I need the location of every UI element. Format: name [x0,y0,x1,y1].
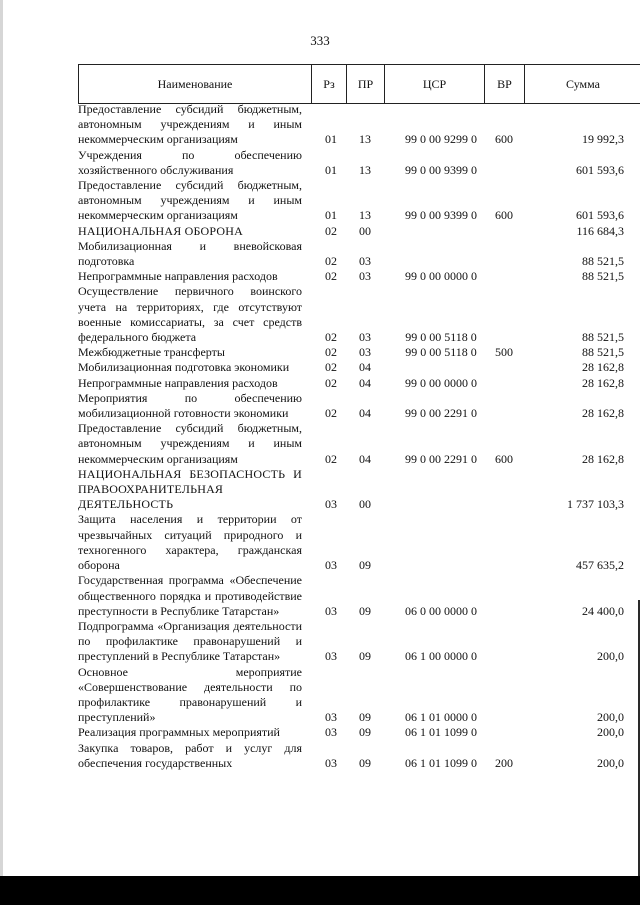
table-row [78,269,640,284]
header-rz: Рз [312,65,347,103]
row-sum: 88 521,5 [582,330,624,345]
row-rz: 01 [325,208,337,223]
row-pr: 13 [359,132,371,147]
row-sum: 28 162,8 [582,406,624,421]
row-name: Закупка товаров, работ и услуг для обеспечения государственных [78,740,302,770]
row-vr: 600 [495,208,513,223]
row-pr: 09 [359,755,371,770]
row-rz: 02 [325,360,337,375]
row-pr: 09 [359,725,371,740]
row-sum: 200,0 [597,725,624,740]
row-rz: 02 [325,375,337,390]
table-row [78,345,640,360]
row-sum: 28 162,8 [582,360,624,375]
table-row [78,421,640,467]
table-header [78,64,640,104]
row-pr: 13 [359,208,371,223]
row-csr: 06 1 01 0000 0 [405,710,477,725]
row-vr: 200 [495,755,513,770]
row-name: НАЦИОНАЛЬНАЯ БЕЗОПАСНОСТЬ И ПРАВООХРАНИТЕЛЬНАЯ ДЕЯТЕЛЬНОСТЬ [78,466,302,512]
row-sum: 88 521,5 [582,254,624,269]
page-number: 333 [310,33,330,48]
header-pr: ПР [347,65,385,103]
row-rz: 03 [325,558,337,573]
row-name: НАЦИОНАЛЬНАЯ ОБОРОНА [78,223,243,238]
scan-bottom-band [0,876,640,905]
row-pr: 00 [359,497,371,512]
row-name: Непрограммные направления расходов [78,269,278,284]
row-pr: 03 [359,269,371,284]
row-rz: 03 [325,725,337,740]
row-sum: 200,0 [597,755,624,770]
row-name: Подпрограмма «Организация деятельности по профилактике правонарушений и преступлений в Республике Татарстан» [78,618,302,664]
table-row [78,148,640,178]
table-row [78,573,640,619]
table-row [78,467,640,513]
row-sum: 601 593,6 [576,162,624,177]
row-name: Непрограммные направления расходов [78,375,278,390]
row-pr: 03 [359,345,371,360]
row-rz: 03 [325,755,337,770]
row-csr: 06 1 00 0000 0 [405,649,477,664]
row-name: Осуществление первичного воинского учета на территориях, где отсутствуют военные комиссариаты, за счет средств федерального бюджета [78,284,302,345]
row-pr: 00 [359,223,371,238]
row-pr: 09 [359,558,371,573]
row-pr: 04 [359,360,371,375]
row-pr: 04 [359,406,371,421]
row-name: Основное мероприятие «Совершенствование деятельности по профилактике правонарушений и преступлений» [78,664,302,725]
header-csr: ЦСР [385,65,485,103]
row-sum: 200,0 [597,649,624,664]
row-sum: 1 737 103,3 [567,497,624,512]
row-csr: 06 0 00 0000 0 [405,603,477,618]
table-row [78,376,640,391]
table-row [78,224,640,239]
table-row [78,619,640,665]
row-sum: 116 684,3 [576,223,624,238]
row-rz: 01 [325,162,337,177]
row-csr: 99 0 00 9399 0 [405,162,477,177]
row-sum: 24 400,0 [582,603,624,618]
row-rz: 03 [325,649,337,664]
row-rz: 01 [325,132,337,147]
row-sum: 28 162,8 [582,375,624,390]
row-sum: 601 593,6 [576,208,624,223]
row-csr: 99 0 00 5118 0 [405,330,477,345]
scan-left-edge [0,0,3,905]
row-name: Реализация программных мероприятий [78,725,280,740]
row-pr: 13 [359,162,371,177]
row-name: Предоставление субсидий бюджетным, автономным учреждениям и иным некоммерческим организациям [78,102,302,147]
table-row [78,512,640,573]
row-pr: 09 [359,710,371,725]
row-rz: 02 [325,269,337,284]
row-rz: 03 [325,603,337,618]
table-row [78,360,640,375]
table-body [78,102,640,771]
row-sum: 200,0 [597,710,624,725]
row-vr: 600 [495,451,513,466]
row-name: Мобилизационная подготовка экономики [78,360,290,375]
row-rz: 02 [325,330,337,345]
row-name: Государственная программа «Обеспечение общественного порядка и противодействие преступности в Республике Татарстан» [78,573,302,618]
row-name: Межбюджетные трансферты [78,345,225,360]
row-name: Предоставление субсидий бюджетным, автономным учреждениям и иным некоммерческим организациям [78,421,302,466]
row-csr: 99 0 00 9399 0 [405,208,477,223]
row-sum: 457 635,2 [576,558,624,573]
row-name: Предоставление субсидий бюджетным, автономным учреждениям и иным некоммерческим организациям [78,178,302,223]
row-csr: 99 0 00 0000 0 [405,375,477,390]
row-csr: 06 1 01 1099 0 [405,755,477,770]
row-sum: 19 992,3 [582,132,624,147]
row-pr: 04 [359,375,371,390]
row-name: Мобилизационная и вневойсковая подготовка [78,238,302,269]
row-csr: 99 0 00 2291 0 [405,406,477,421]
table-row [78,239,640,269]
table-row [78,725,640,740]
row-pr: 09 [359,649,371,664]
header-vr: ВР [485,65,525,103]
row-rz: 02 [325,345,337,360]
table-row [78,665,640,726]
row-rz: 03 [325,497,337,512]
table-row [78,102,640,148]
header-name: Наименование [79,65,312,103]
row-pr: 03 [359,254,371,269]
table-row [78,284,640,345]
table-row [78,391,640,421]
row-csr: 99 0 00 0000 0 [405,269,477,284]
row-pr: 04 [359,451,371,466]
row-name: Мероприятия по обеспечению мобилизационной готовности экономики [78,390,302,421]
row-csr: 99 0 00 2291 0 [405,451,477,466]
row-csr: 06 1 01 1099 0 [405,725,477,740]
row-rz: 02 [325,254,337,269]
row-csr: 99 0 00 5118 0 [405,345,477,360]
row-sum: 28 162,8 [582,451,624,466]
table-row [78,741,640,771]
row-name: Учреждения по обеспечению хозяйственного обслуживания [78,147,302,177]
row-rz: 02 [325,451,337,466]
row-rz: 02 [325,406,337,421]
row-name: Защита населения и территории от чрезвычайных ситуаций природного и техногенного характера, гражданская оборона [78,512,302,573]
table-row [78,178,640,224]
row-vr: 600 [495,132,513,147]
row-rz: 02 [325,223,337,238]
row-sum: 88 521,5 [582,345,624,360]
row-csr: 99 0 00 9299 0 [405,132,477,147]
row-vr: 500 [495,345,513,360]
row-sum: 88 521,5 [582,269,624,284]
row-pr: 09 [359,603,371,618]
row-pr: 03 [359,330,371,345]
row-rz: 03 [325,710,337,725]
header-sum: Сумма [566,76,600,91]
